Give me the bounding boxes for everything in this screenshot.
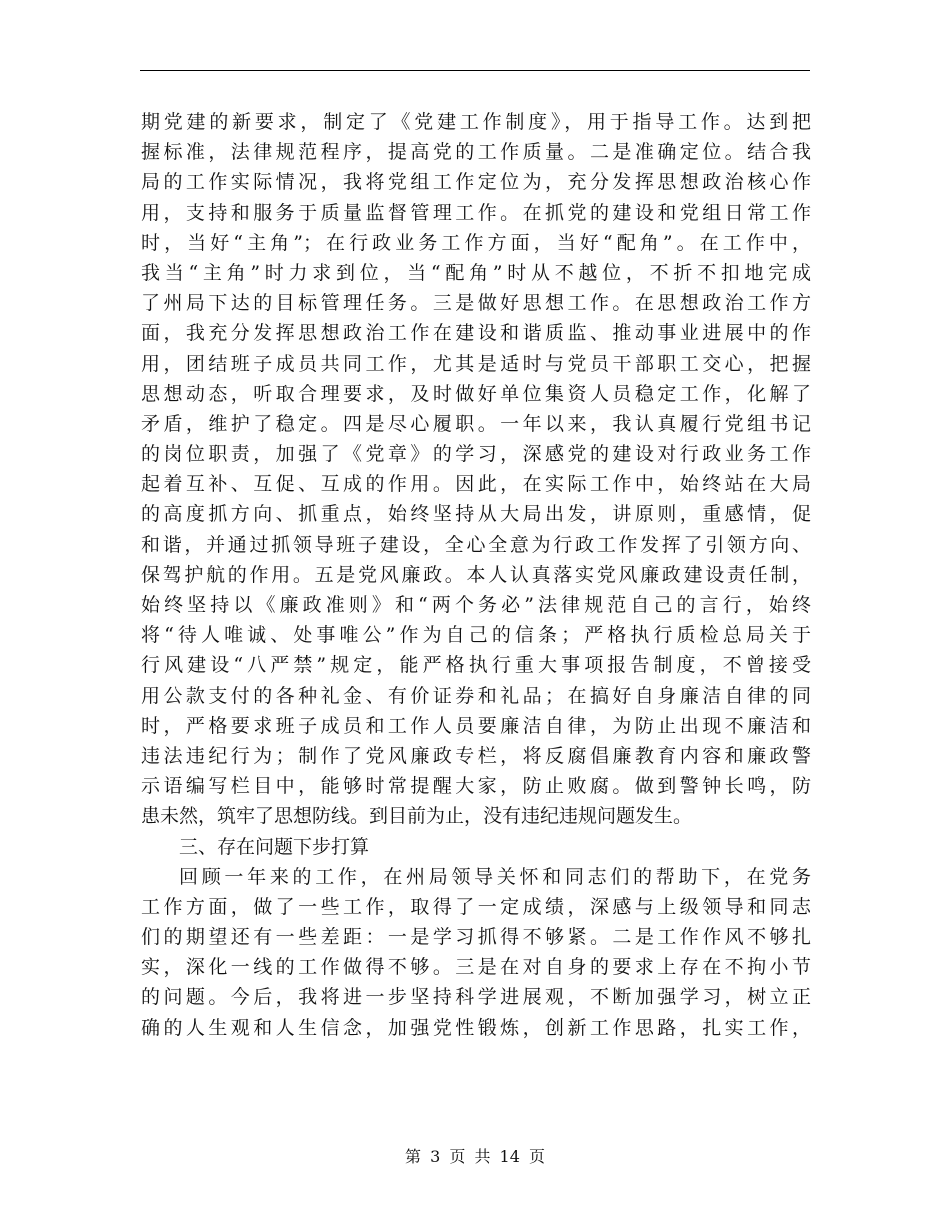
text-line: 实，深化一线的工作做得不够。三是在对自身的要求上存在不拘小节 (141, 956, 811, 979)
text-line: 的高度抓方向、抓重点，始终坚持从大局出发，讲原则，重感情，促 (141, 503, 811, 526)
page-number-footer: 第 3 页 共 14 页 (405, 1147, 545, 1166)
text-line: 了州局下达的目标管理任务。三是做好思想工作。在思想政治工作方 (141, 292, 811, 315)
text-line: 起着互补、互促、互成的作用。因此，在实际工作中，始终站在大局 (141, 473, 811, 496)
text-line: 患未然，筑牢了思想防线。到目前为止，没有违纪违规问题发生。 (141, 805, 693, 828)
text-line: 回顾一年来的工作，在州局领导关怀和同志们的帮助下，在党务 (179, 865, 811, 888)
text-line: 用公款支付的各种礼金、有价证券和礼品；在搞好自身廉洁自律的同 (141, 684, 811, 707)
document-body (141, 107, 811, 1043)
text-line: 确的人生观和人生信念，加强党性锻炼，创新工作思路，扎实工作， (141, 1016, 811, 1039)
text-line: 期党建的新要求，制定了《党建工作制度》，用于指导工作。达到把 (141, 111, 811, 133)
text-line: 示语编写栏目中，能够时常提醒大家，防止败腐。做到警钟长鸣，防 (141, 775, 811, 798)
header-rule (140, 70, 810, 71)
text-line: 用，团结班子成员共同工作，尤其是适时与党员干部职工交心，把握 (141, 352, 811, 375)
text-line: 时，当好“主角”；在行政业务工作方面，当好“配角”。在工作中， (141, 231, 811, 254)
text-line: 保驾护航的作用。五是党风廉政。本人认真落实党风廉政建设责任制， (141, 563, 811, 586)
text-line: 局的工作实际情况，我将党组工作定位为，充分发挥思想政治核心作 (141, 171, 811, 194)
text-line: 们的期望还有一些差距：一是学习抓得不够紧。二是工作作风不够扎 (141, 926, 811, 949)
section-heading: 三、存在问题下步打算 (179, 835, 370, 858)
text-line: 始终坚持以《廉政准则》和“两个务必”法律规范自己的言行，始终 (141, 594, 811, 616)
text-line: 违法违纪行为；制作了党风廉政专栏，将反腐倡廉教育内容和廉政警 (141, 744, 811, 767)
text-line: 的岗位职责，加强了《党章》的学习，深感党的建设对行政业务工作 (141, 443, 811, 466)
text-line: 时，严格要求班子成员和工作人员要廉洁自律，为防止出现不廉洁和 (141, 714, 811, 737)
text-line: 矛盾，维护了稳定。四是尽心履职。一年以来，我认真履行党组书记 (141, 412, 811, 435)
text-line: 面，我充分发挥思想政治工作在建设和谐质监、推动事业进展中的作 (141, 322, 811, 345)
text-line: 行风建设“八严禁”规定，能严格执行重大事项报告制度，不曾接受 (141, 654, 811, 677)
text-line: 用，支持和服务于质量监督管理工作。在抓党的建设和党组日常工作 (141, 201, 811, 224)
text-line: 将“待人唯诚、处事唯公”作为自己的信条；严格执行质检总局关于 (141, 624, 811, 647)
text-line: 的问题。今后，我将进一步坚持科学进展观，不断加强学习，树立正 (141, 986, 811, 1009)
text-line: 我当“主角”时力求到位，当“配角”时从不越位，不折不扣地完成 (141, 261, 811, 284)
text-line: 工作方面，做了一些工作，取得了一定成绩，深感与上级领导和同志 (141, 895, 811, 918)
text-line: 握标准，法律规范程序，提高党的工作质量。二是准确定位。结合我 (141, 141, 811, 164)
text-line: 思想动态，听取合理要求，及时做好单位集资人员稳定工作，化解了 (141, 382, 811, 405)
text-line: 和谐，并通过抓领导班子建设，全心全意为行政工作发挥了引领方向、 (141, 533, 811, 556)
